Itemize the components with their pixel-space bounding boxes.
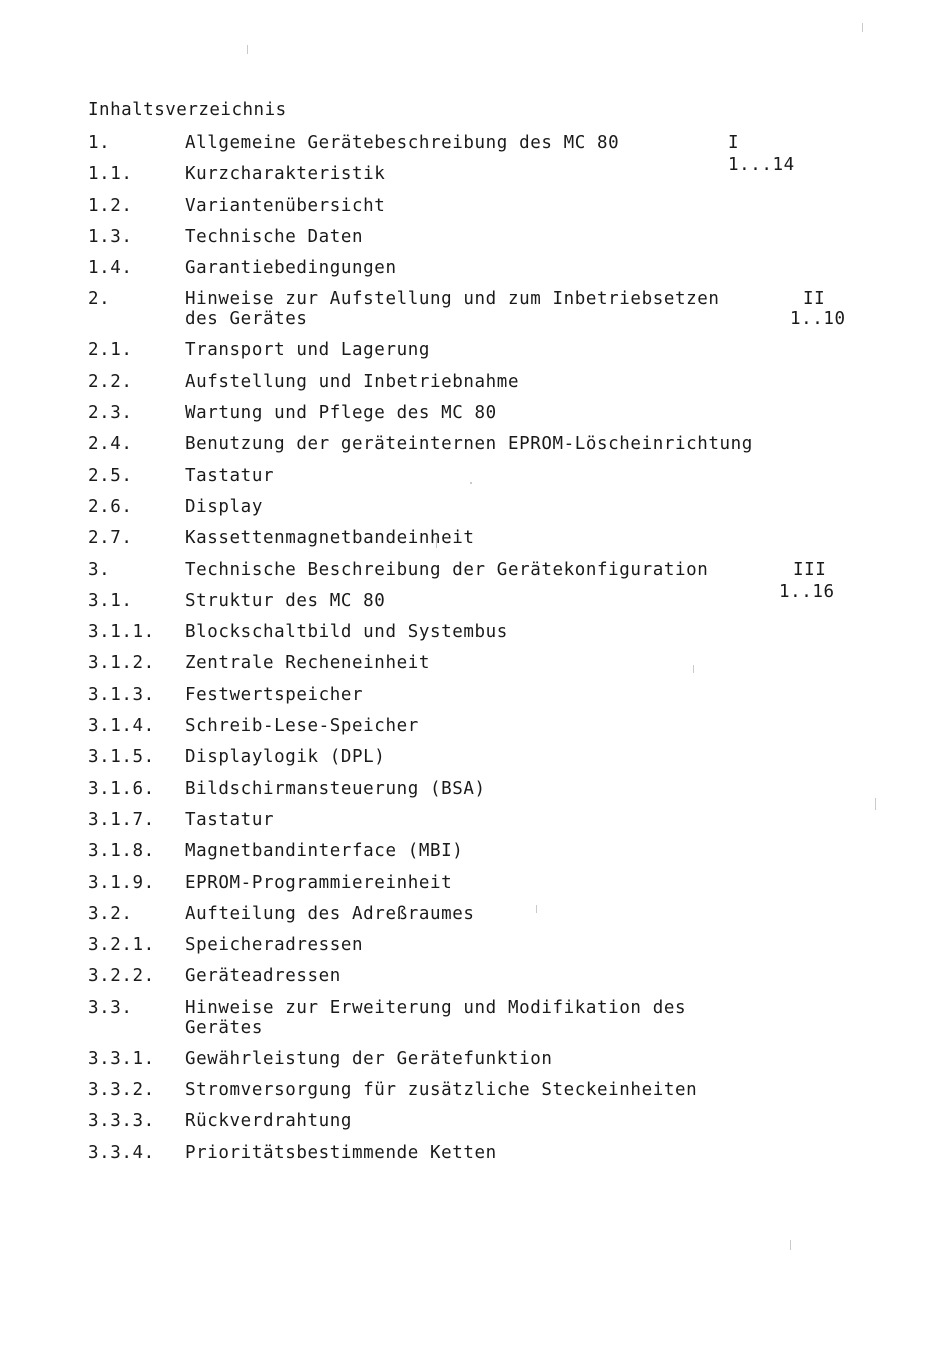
- entry-title: Display: [185, 496, 263, 517]
- entry-title: Benutzung der geräteinternen EPROM-Löscheinrichtung: [185, 434, 753, 455]
- entry-title: Transport und Lagerung: [185, 340, 430, 361]
- entry-number: 3.1.: [88, 590, 133, 611]
- page-range: 1...14: [728, 155, 795, 175]
- entry-title: Technische Beschreibung der Gerätekonfiguration: [185, 559, 709, 580]
- entry-number: 1.: [88, 133, 111, 153]
- entry-number: 3.1.9.: [88, 872, 155, 893]
- entry-number: 2.: [88, 289, 111, 310]
- entry-title: Blockschaltbild und Systembus: [185, 622, 508, 643]
- entry-number: 1.1.: [88, 164, 133, 185]
- entry-title: Garantiebedingungen: [185, 258, 397, 279]
- page-range: 1..16: [779, 581, 835, 602]
- toc-entry-1-2: [88, 196, 868, 227]
- entry-number: 3.1.6.: [88, 778, 155, 799]
- entry-title: Kurzcharakteristik: [185, 164, 386, 185]
- entry-title: Hinweise zur Erweiterung und Modifikation des Gerätes: [185, 997, 687, 1038]
- entry-title: Struktur des MC 80: [185, 590, 386, 611]
- entry-number: 3.1.5.: [88, 747, 155, 768]
- entry-title: Wartung und Pflege des MC 80: [185, 403, 497, 424]
- toc-entry-1-4: [88, 258, 868, 289]
- entry-title: Prioritätsbestimmende Ketten: [185, 1142, 497, 1163]
- entry-title: Allgemeine Gerätebeschreibung des MC 80: [185, 133, 620, 153]
- entry-title: Gewährleistung der Gerätefunktion: [185, 1048, 553, 1069]
- entry-title: EPROM-Programmiereinheit: [185, 872, 453, 893]
- entry-title: Technische Daten: [185, 226, 364, 247]
- toc-entry-3-1-9: [88, 873, 868, 904]
- toc-entry-3-1-5: [88, 747, 868, 778]
- entry-title: Zentrale Recheneinheit: [185, 653, 430, 674]
- entry-number: 3.2.: [88, 903, 133, 924]
- toc-entry-3-1-2: [88, 653, 868, 684]
- entry-title: Bildschirmansteuerung (BSA): [185, 778, 486, 799]
- entry-number: 3.1.3.: [88, 684, 155, 705]
- entry-number: 3.1.8.: [88, 841, 155, 862]
- entry-number: 1.3.: [88, 226, 133, 247]
- chapter-reference: II: [803, 289, 826, 310]
- toc-entry-2-6: [88, 497, 868, 528]
- entry-number: 3.3.3.: [88, 1111, 155, 1132]
- entry-title: Displaylogik (DPL): [185, 747, 386, 768]
- entry-title: Schreib-Lese-Speicher: [185, 716, 419, 737]
- entry-number: 2.6.: [88, 496, 133, 517]
- toc-entry-3-3: [88, 998, 868, 1049]
- table-of-contents: [88, 133, 868, 1174]
- toc-entry-3-1-1: [88, 622, 868, 653]
- entry-number: 3.3.: [88, 997, 133, 1018]
- entry-number: 2.7.: [88, 528, 133, 549]
- toc-entry-2-1: [88, 340, 868, 371]
- entry-title: Stromversorgung für zusätzliche Steckeinheiten: [185, 1080, 698, 1101]
- scan-speck: [790, 1240, 791, 1250]
- entry-number: 3.3.4.: [88, 1142, 155, 1163]
- toc-entry-3-2-2: [88, 966, 868, 997]
- entry-number: 3.1.1.: [88, 622, 155, 643]
- entry-number: 2.3.: [88, 403, 133, 424]
- entry-number: 2.2.: [88, 371, 133, 392]
- toc-entry-3-3-2: [88, 1080, 868, 1111]
- scan-speck: [436, 538, 437, 548]
- entry-title: Hinweise zur Aufstellung und zum Inbetriebsetzen des Gerätes: [185, 289, 720, 330]
- toc-entry-1-3: [88, 227, 868, 258]
- entry-number: 2.1.: [88, 340, 133, 361]
- entry-title: Geräteadressen: [185, 966, 341, 987]
- scan-speck: [693, 665, 694, 673]
- entry-number: 3.2.1.: [88, 935, 155, 956]
- entry-number: 2.4.: [88, 434, 133, 455]
- chapter-reference: I: [728, 133, 740, 153]
- page-range: 1..10: [790, 309, 846, 330]
- page-title: Inhaltsverzeichnis: [88, 100, 287, 120]
- entry-number: 3.3.2.: [88, 1080, 155, 1101]
- toc-entry-3-1-6: [88, 779, 868, 810]
- toc-entry-3-3-3: [88, 1111, 868, 1142]
- toc-entry-3-3-1: [88, 1049, 868, 1080]
- toc-entry-3-2-1: [88, 935, 868, 966]
- scan-speck: [536, 905, 537, 913]
- scan-speck: [247, 45, 248, 54]
- toc-entry-3-2: [88, 904, 868, 935]
- toc-entry-2-7: [88, 528, 868, 559]
- toc-entry-3-1-3: [88, 685, 868, 716]
- entry-number: 1.2.: [88, 195, 133, 216]
- toc-entry-2-5: [88, 466, 868, 497]
- entry-title: Rückverdrahtung: [185, 1111, 353, 1132]
- toc-entry-2: [88, 289, 868, 340]
- entry-title: Variantenübersicht: [185, 195, 386, 216]
- entry-number: 1.4.: [88, 258, 133, 279]
- entry-title: Tastatur: [185, 465, 275, 486]
- toc-entry-3-1-7: [88, 810, 868, 841]
- entry-number: 3.: [88, 559, 111, 580]
- entry-title: Aufstellung und Inbetriebnahme: [185, 371, 520, 392]
- entry-number: 3.1.7.: [88, 809, 155, 830]
- entry-number: 3.2.2.: [88, 966, 155, 987]
- entry-title: Kassettenmagnetbandeinheit: [185, 528, 475, 549]
- entry-number: 3.3.1.: [88, 1048, 155, 1069]
- toc-entry-3-1: [88, 591, 868, 622]
- entry-title: Magnetbandinterface (MBI): [185, 841, 464, 862]
- toc-entry-3-3-4: [88, 1143, 868, 1174]
- toc-entry-3-1-8: [88, 841, 868, 872]
- toc-entry-2-4: [88, 434, 868, 465]
- entry-number: 2.5.: [88, 465, 133, 486]
- entry-title: Aufteilung des Adreßraumes: [185, 903, 475, 924]
- scan-speck: [470, 482, 472, 484]
- scan-speck: [875, 798, 876, 810]
- scan-speck: [862, 23, 863, 32]
- entry-number: 3.1.4.: [88, 716, 155, 737]
- toc-entry-3-1-4: [88, 716, 868, 747]
- toc-entry-2-2: [88, 372, 868, 403]
- entry-title: Speicheradressen: [185, 935, 364, 956]
- toc-entry-1-1: [88, 164, 868, 195]
- chapter-reference: III: [793, 559, 827, 580]
- entry-title: Festwertspeicher: [185, 684, 364, 705]
- toc-entry-2-3: [88, 403, 868, 434]
- entry-number: 3.1.2.: [88, 653, 155, 674]
- entry-title: Tastatur: [185, 809, 275, 830]
